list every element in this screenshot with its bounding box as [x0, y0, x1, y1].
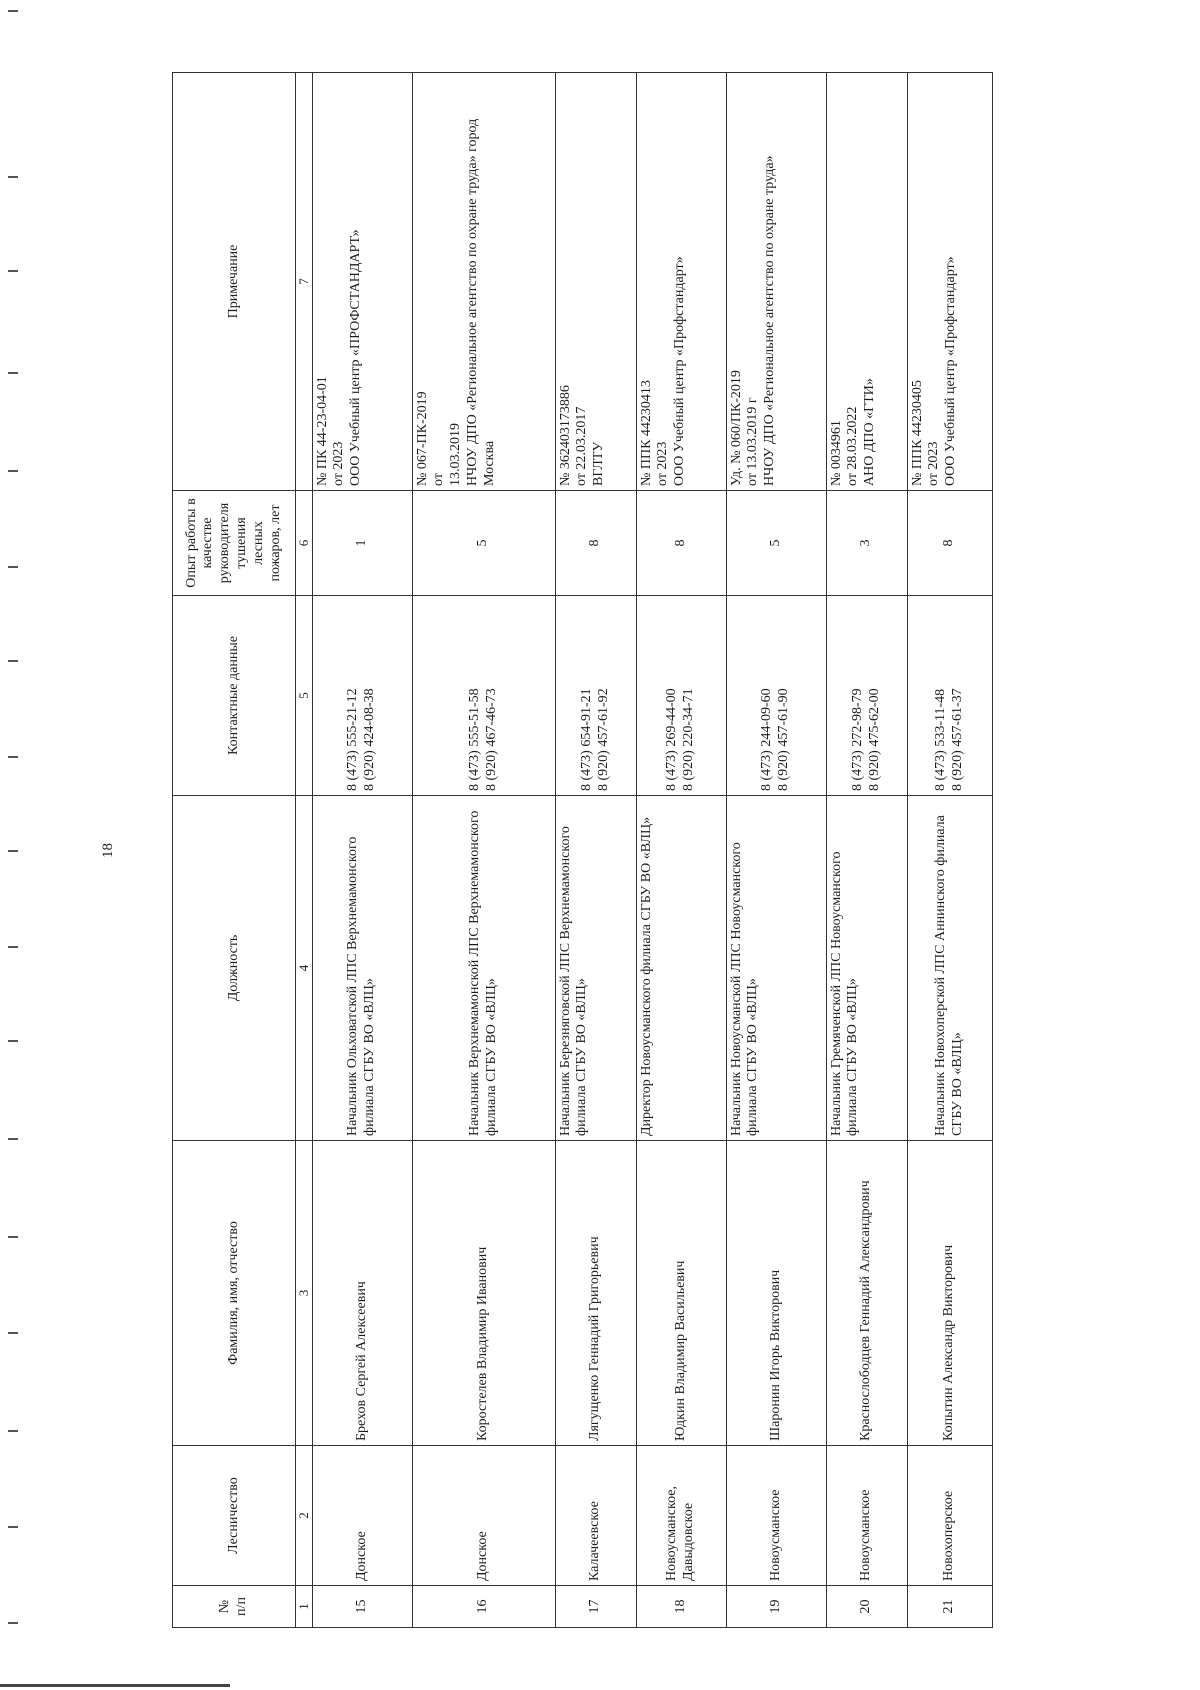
- row-contacts: 8 (473) 533-11-48 8 (920) 457-61-37: [907, 596, 992, 796]
- row-note: № ППК 44230413 от 2023 ООО Учебный центр «Профстандарт»: [636, 73, 726, 491]
- scan-bottom-edge: [0, 1684, 230, 1687]
- table-row: [312, 73, 412, 1628]
- rotated-page: [100, 73, 1140, 1628]
- row-position: Директор Новоусманского филиала СГБУ ВО «ВЛЦ»: [636, 796, 726, 1141]
- col-number-2: 2: [296, 1446, 313, 1586]
- col-number-6: 6: [296, 491, 313, 596]
- row-contacts: 8 (473) 244-09-60 8 (920) 457-61-90: [726, 596, 826, 796]
- row-position: Начальник Новохоперской ЛПС Аннинского филиала СГБУ ВО «ВЛЦ»: [907, 796, 992, 1141]
- table-row: [907, 73, 992, 1628]
- row-note: № 067-ПК-2019 от 13.03.2019 НЧОУ ДПО «Региональное агентство по охране труда» город Москва: [412, 73, 555, 491]
- header-number: № п/п: [173, 1586, 296, 1628]
- row-number: 19: [726, 1586, 826, 1628]
- row-contacts: 8 (473) 269-44-00 8 (920) 220-34-71: [636, 596, 726, 796]
- row-note: № 0034961 от 28.03.2022 АНО ДПО «ГТИ»: [826, 73, 907, 491]
- col-number-4: 4: [296, 796, 313, 1141]
- row-experience: 5: [726, 491, 826, 596]
- table-row: [726, 73, 826, 1628]
- row-contacts: 8 (473) 272-98-79 8 (920) 475-62-00: [826, 596, 907, 796]
- header-full-name: Фамилия, имя, отчество: [173, 1141, 296, 1446]
- row-forestry: Новоусманское, Давыдовское: [636, 1446, 726, 1586]
- row-position: Начальник Верхнемамонской ЛПС Верхнемамонского филиала СГБУ ВО «ВЛЦ»: [412, 796, 555, 1141]
- row-experience: 8: [907, 491, 992, 596]
- table-header-row: [173, 73, 296, 1628]
- row-full-name: Копытин Александр Викторович: [907, 1141, 992, 1446]
- row-number: 16: [412, 1586, 555, 1628]
- row-experience: 8: [636, 491, 726, 596]
- row-number: 21: [907, 1586, 992, 1628]
- row-note: № ППК 44230405 от 2023 ООО Учебный центр «Профстандарт»: [907, 73, 992, 491]
- page-number-wrap: [100, 73, 117, 1628]
- header-position: Должность: [173, 796, 296, 1141]
- table-row: [555, 73, 636, 1628]
- table-row: [412, 73, 555, 1628]
- row-experience: 1: [312, 491, 412, 596]
- row-number: 17: [555, 1586, 636, 1628]
- header-forestry: Лесничество: [173, 1446, 296, 1586]
- header-note: Примечание: [173, 73, 296, 491]
- row-position: Начальник Ольховатской ЛПС Верхнемамонского филиала СГБУ ВО «ВЛЦ»: [312, 796, 412, 1141]
- header-contacts: Контактные данные: [173, 596, 296, 796]
- row-note: № ПК 44-23-04-01 от 2023 ООО Учебный центр «ПРОФСТАНДАРТ»: [312, 73, 412, 491]
- row-forestry: Новохоперское: [907, 1446, 992, 1586]
- table-row: [636, 73, 726, 1628]
- row-forestry: Новоусманское: [726, 1446, 826, 1586]
- col-number-1: 1: [296, 1586, 313, 1628]
- row-note: Уд. № 060/ПК-2019 от 13.03.2019 г НЧОУ ДПО «Региональное агентство по охране труда»: [726, 73, 826, 491]
- row-note: № 362403173886 от 22.03.2017 ВГЛТУ: [555, 73, 636, 491]
- row-position: Начальник Березняговской ЛПС Верхнемамонского филиала СГБУ ВО «ВЛЦ»: [555, 796, 636, 1141]
- col-number-5: 5: [296, 596, 313, 796]
- row-forestry: Калачеевское: [555, 1446, 636, 1586]
- row-full-name: Юдкин Владимир Васильевич: [636, 1141, 726, 1446]
- table-row: [826, 73, 907, 1628]
- col-number-7: 7: [296, 73, 313, 491]
- row-contacts: 8 (473) 654-91-21 8 (920) 457-61-92: [555, 596, 636, 796]
- row-position: Начальник Новоусманской ЛПС Новоусманского филиала СГБУ ВО «ВЛЦ»: [726, 796, 826, 1141]
- row-forestry: Донское: [412, 1446, 555, 1586]
- row-contacts: 8 (473) 555-51-58 8 (920) 467-46-73: [412, 596, 555, 796]
- row-number: 20: [826, 1586, 907, 1628]
- row-experience: 3: [826, 491, 907, 596]
- firefighting-leaders-table: [172, 72, 993, 1628]
- scan-margin-marks: [0, 0, 26, 1690]
- row-number: 15: [312, 1586, 412, 1628]
- page-number: 18: [100, 843, 116, 858]
- column-number-row: [296, 73, 313, 1628]
- row-full-name: Коростелев Владимир Иванович: [412, 1141, 555, 1446]
- row-number: 18: [636, 1586, 726, 1628]
- row-full-name: Шаронин Игорь Викторович: [726, 1141, 826, 1446]
- row-experience: 5: [412, 491, 555, 596]
- row-contacts: 8 (473) 555-21-12 8 (920) 424-08-38: [312, 596, 412, 796]
- col-number-3: 3: [296, 1141, 313, 1446]
- row-forestry: Донское: [312, 1446, 412, 1586]
- row-forestry: Новоусманское: [826, 1446, 907, 1586]
- row-full-name: Лягущенко Геннадий Григорьевич: [555, 1141, 636, 1446]
- row-position: Начальник Гремяченской ЛПС Новоусманского филиала СГБУ ВО «ВЛЦ»: [826, 796, 907, 1141]
- header-experience: Опыт работы в качестве руководителя тушения лесных пожаров, лет: [173, 491, 296, 596]
- row-full-name: Краснослободцев Геннадий Александрович: [826, 1141, 907, 1446]
- row-experience: 8: [555, 491, 636, 596]
- row-full-name: Брехов Сергей Алексеевич: [312, 1141, 412, 1446]
